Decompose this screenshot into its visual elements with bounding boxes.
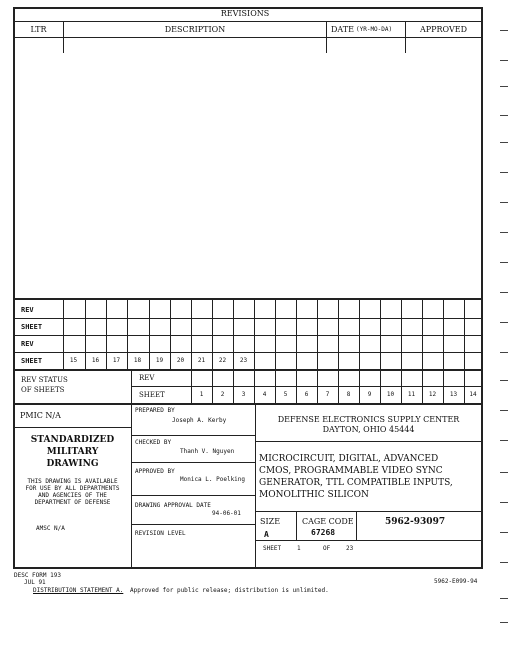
- grid-column-line: [317, 369, 318, 386]
- status-sheet-14: 14: [469, 391, 477, 398]
- sheet-value: 1: [297, 545, 301, 552]
- grid-column-line: [464, 298, 465, 369]
- drawing-title-line-1: MICROCIRCUIT, DIGITAL, ADVANCED: [259, 454, 439, 464]
- status-sheet-6: 6: [304, 391, 309, 398]
- document-code: 5962-E099-94: [434, 578, 478, 585]
- status-sheet-10: 10: [386, 391, 395, 398]
- grid-column-line: [401, 369, 402, 386]
- availability-line-1: THIS DRAWING IS AVAILABLE: [27, 478, 118, 485]
- margin-tick-mark: [500, 202, 508, 203]
- margin-tick-mark: [500, 472, 508, 473]
- col-date-format: (YR-MO-DA): [356, 26, 393, 33]
- col-ltr: LTR: [30, 25, 47, 34]
- grid-column-line: [464, 369, 465, 386]
- margin-tick-mark: [500, 532, 508, 533]
- status-sheet-9: 9: [367, 391, 372, 398]
- grid-column-line: [233, 386, 234, 403]
- grid-column-line: [296, 369, 297, 386]
- availability-line-4: DEPARTMENT OF DEFENSE: [34, 499, 111, 506]
- amsc: AMSC N/A: [36, 525, 65, 532]
- grid-column-line: [233, 369, 234, 386]
- margin-tick-mark: [500, 60, 508, 61]
- margin-tick-mark: [500, 598, 508, 599]
- pmic: PMIC N/A: [20, 411, 61, 420]
- drawing-title-line-2: CMOS, PROGRAMMABLE VIDEO SYNC: [259, 466, 443, 476]
- margin-tick-mark: [500, 440, 508, 441]
- margin-tick-mark: [500, 352, 508, 353]
- approved-by-name: Monica L. Poelking: [180, 476, 246, 483]
- grid-column-line: [254, 298, 255, 369]
- drawing-approval-date: 94-06-01: [212, 510, 241, 517]
- status-sheet-4: 4: [262, 391, 267, 398]
- revisions-title: REVISIONS: [220, 9, 270, 18]
- grid-column-line: [443, 386, 444, 403]
- grid-column-line: [422, 298, 423, 369]
- grid-column-line: [254, 369, 255, 386]
- sheet-label: SHEET: [263, 545, 282, 552]
- of-label: OF: [323, 545, 331, 552]
- grid-sheet-label-2: SHEET: [21, 357, 43, 365]
- size-label: SIZE: [260, 517, 281, 526]
- grid-column-line: [63, 298, 64, 369]
- margin-tick-mark: [500, 410, 508, 411]
- grid-column-line: [85, 298, 86, 369]
- grid-column-line: [131, 369, 132, 403]
- status-sheet-13: 13: [449, 391, 458, 398]
- distribution-statement-label: DISTRIBUTION STATEMENT A.: [33, 587, 124, 594]
- size-value: A: [264, 530, 269, 539]
- drawing-title-line-3: GENERATOR, TTL COMPATIBLE INPUTS,: [259, 478, 453, 488]
- status-sheet-3: 3: [241, 391, 246, 398]
- standardized-label: STANDARDIZED: [30, 435, 115, 445]
- prepared-by-label: PREPARED BY: [135, 407, 175, 414]
- row4-sheet-21: 21: [197, 357, 206, 364]
- center-location: DAYTON, OHIO 45444: [322, 425, 415, 434]
- military-label: MILITARY: [46, 447, 99, 457]
- grid-rev-label-2: REV: [21, 340, 34, 348]
- grid-column-line: [317, 298, 318, 369]
- col-approved: APPROVED: [419, 25, 467, 34]
- grid-column-line: [170, 298, 171, 369]
- frame-bottom: [13, 567, 483, 569]
- grid-column-line: [443, 369, 444, 386]
- status-sheet-8: 8: [346, 391, 351, 398]
- grid-column-line: [338, 298, 339, 369]
- grid-column-line: [212, 298, 213, 369]
- margin-tick-mark: [500, 30, 508, 31]
- margin-tick-mark: [500, 380, 508, 381]
- grid-column-line: [275, 386, 276, 403]
- drawing-label: DRAWING: [46, 459, 99, 469]
- approved-by-label: APPROVED BY: [135, 468, 175, 475]
- grid-column-line: [359, 369, 360, 386]
- status-sheet-5: 5: [283, 391, 288, 398]
- grid-column-line: [380, 369, 381, 386]
- grid-column-line: [464, 386, 465, 403]
- grid-column-line: [422, 369, 423, 386]
- grid-column-line: [380, 386, 381, 403]
- row4-sheet-18: 18: [133, 357, 142, 364]
- center-name: DEFENSE ELECTRONICS SUPPLY CENTER: [277, 415, 460, 424]
- grid-column-line: [275, 298, 276, 369]
- margin-tick-mark: [500, 292, 508, 293]
- row4-sheet-22: 22: [218, 357, 227, 364]
- cage-code-label: CAGE CODE: [302, 517, 354, 526]
- margin-tick-mark: [500, 232, 508, 233]
- grid-column-line: [254, 386, 255, 403]
- grid-rev-label-1: REV: [21, 306, 34, 314]
- status-sheet-11: 11: [407, 391, 416, 398]
- col-date: DATE: [331, 25, 354, 34]
- margin-tick-mark: [500, 86, 508, 87]
- grid-column-line: [401, 298, 402, 369]
- grid-column-line: [212, 386, 213, 403]
- prepared-by-name: Joseph A. Kerby: [172, 417, 227, 424]
- margin-tick-mark: [500, 502, 508, 503]
- status-sheet-label: SHEET: [139, 391, 165, 399]
- availability-line-2: FOR USE BY ALL DEPARTMENTS: [25, 485, 120, 492]
- row4-sheet-19: 19: [155, 357, 164, 364]
- grid-column-line: [338, 386, 339, 403]
- grid-column-line: [338, 369, 339, 386]
- grid-column-line: [422, 386, 423, 403]
- col-description: DESCRIPTION: [164, 25, 226, 34]
- row4-sheet-15: 15: [69, 357, 78, 364]
- grid-column-line: [359, 298, 360, 369]
- grid-column-line: [191, 369, 192, 386]
- margin-tick-mark: [500, 322, 508, 323]
- grid-column-line: [191, 298, 192, 369]
- margin-tick-mark: [500, 622, 508, 623]
- grid-sheet-label-1: SHEET: [21, 323, 43, 331]
- status-sheet-1: 1: [199, 391, 204, 398]
- grid-column-line: [296, 298, 297, 369]
- status-sheet-2: 2: [220, 391, 225, 398]
- margin-tick-mark: [500, 262, 508, 263]
- status-sheet-7: 7: [325, 391, 330, 398]
- form-date: JUL 91: [24, 579, 46, 586]
- availability-line-3: AND AGENCIES OF THE: [38, 492, 107, 499]
- grid-column-line: [233, 298, 234, 369]
- margin-tick-mark: [500, 562, 508, 563]
- status-sheet-12: 12: [428, 391, 437, 398]
- status-rev-label: REV: [139, 374, 155, 382]
- margin-tick-mark: [500, 142, 508, 143]
- grid-column-line: [275, 369, 276, 386]
- drawing-approval-date-label: DRAWING APPROVAL DATE: [135, 502, 211, 509]
- grid-column-line: [380, 298, 381, 369]
- grid-column-line: [359, 386, 360, 403]
- grid-column-line: [212, 369, 213, 386]
- of-value: 23: [346, 545, 354, 552]
- revision-level-label: REVISION LEVEL: [135, 530, 186, 537]
- document-number: 5962-93097: [385, 517, 446, 527]
- checked-by-label: CHECKED BY: [135, 439, 172, 446]
- grid-column-line: [149, 298, 150, 369]
- grid-column-line: [106, 298, 107, 369]
- margin-tick-mark: [500, 115, 508, 116]
- drawing-title-line-4: MONOLITHIC SILICON: [259, 490, 369, 500]
- grid-column-line: [317, 386, 318, 403]
- grid-column-line: [401, 386, 402, 403]
- grid-column-line: [443, 298, 444, 369]
- grid-column-line: [296, 386, 297, 403]
- row4-sheet-20: 20: [176, 357, 185, 364]
- margin-tick-mark: [500, 172, 508, 173]
- form-number: DESC FORM 193: [14, 572, 61, 579]
- frame-right: [481, 7, 483, 567]
- rev-status-label: REV STATUS: [21, 376, 68, 384]
- row4-sheet-16: 16: [91, 357, 100, 364]
- of-sheets-label: OF SHEETS: [21, 386, 65, 394]
- row4-sheet-23: 23: [239, 357, 248, 364]
- checked-by-name: Thanh V. Nguyen: [180, 448, 235, 455]
- grid-column-line: [191, 386, 192, 403]
- distribution-statement-text: Approved for public release; distribution is unlimited.: [130, 587, 329, 594]
- grid-column-line: [127, 298, 128, 369]
- row4-sheet-17: 17: [112, 357, 121, 364]
- cage-code-value: 67268: [311, 528, 336, 537]
